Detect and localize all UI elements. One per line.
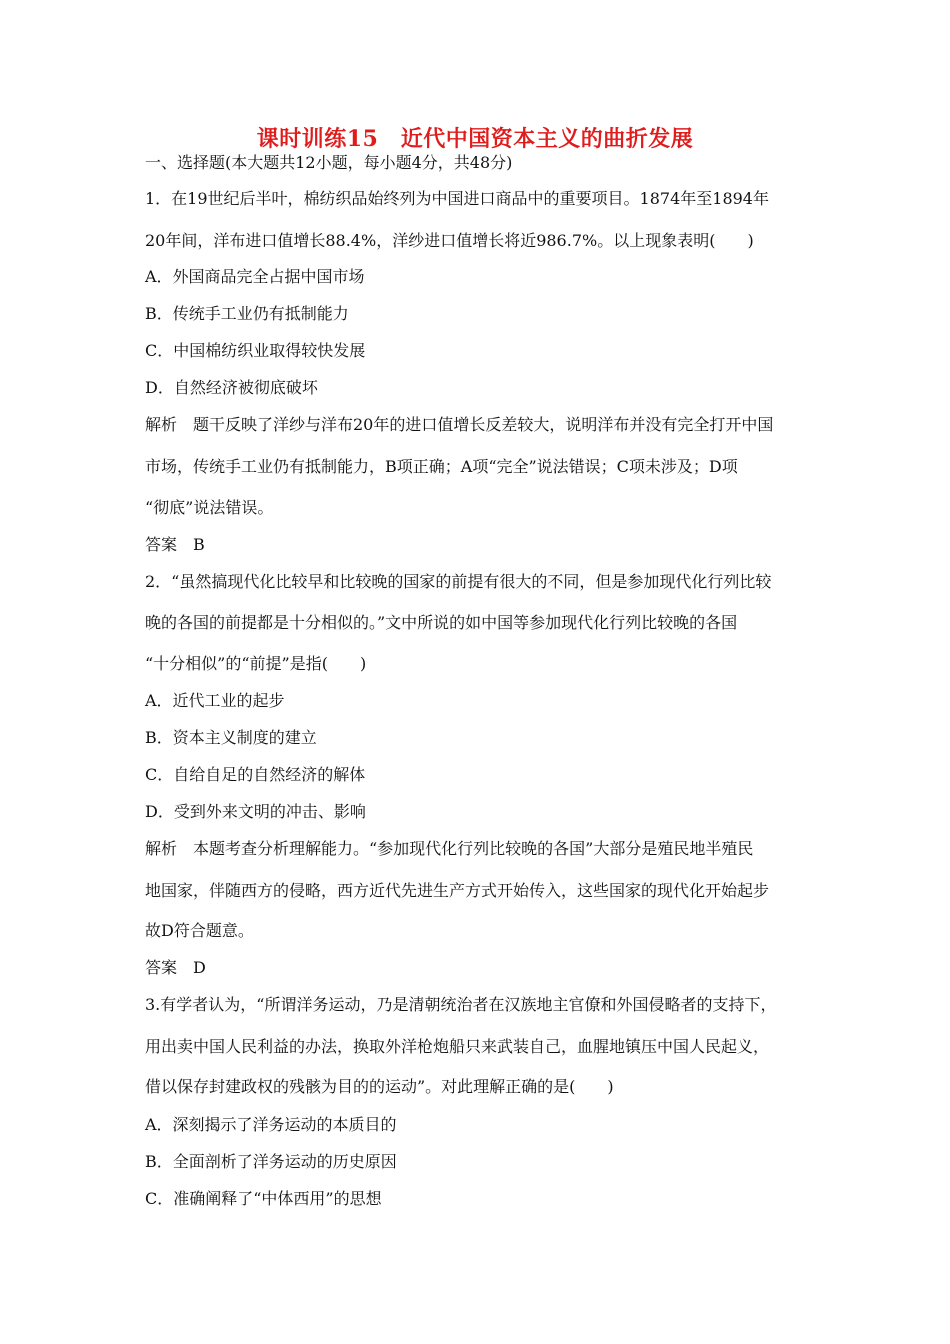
q1-option-b: B．传统手工业仍有抵制能力 [145,304,349,323]
q3-option-b: B．全面剖析了洋务运动的历史原因 [145,1152,397,1171]
q3-option-c: C．准确阐释了“中体西用”的思想 [145,1189,382,1208]
q2-option-d: D．受到外来文明的冲击、影响 [145,802,366,821]
section-heading: 一、选择题(本大题共12小题，每小题4分，共48分) [145,153,513,172]
q2-analysis-line-2: 地国家，伴随西方的侵略，西方近代先进生产方式开始传入，这些国家的现代化开始起步 [145,881,770,900]
q3-stem-line-2: 用出卖中国人民利益的办法，换取外洋枪炮船只来武装自己，血腥地镇压中国人民起义， [145,1037,770,1056]
q1-stem-line-2: 20年间，洋布进口值增长88.4%，洋纱进口值增长将近986.7%。以上现象表明( ) [145,231,754,250]
q2-answer: 答案 D [145,958,206,977]
q1-analysis-line-2: 市场，传统手工业仍有抵制能力，B项正确；A项“完全”说法错误；C项未涉及；D项 [145,457,738,476]
q1-option-c: C．中国棉纺织业取得较快发展 [145,341,366,360]
q1-option-a: A．外国商品完全占据中国市场 [145,267,365,286]
q2-analysis-line-1: 解析 本题考查分析理解能力。“参加现代化行列比较晚的各国”大部分是殖民地半殖民 [145,839,754,858]
q3-option-a: A．深刻揭示了洋务运动的本质目的 [145,1115,397,1134]
q1-stem-line-1: 1．在19世纪后半叶，棉纺织品始终列为中国进口商品中的重要项目。1874年至1894年 [145,189,769,208]
q2-analysis-line-3: 故D符合题意。 [145,921,254,940]
q2-option-a: A．近代工业的起步 [145,691,285,710]
q1-option-d: D．自然经济被彻底破坏 [145,378,318,397]
q2-option-b: B．资本主义制度的建立 [145,728,317,747]
q1-answer: 答案 B [145,535,205,554]
q3-stem-line-3: 借以保存封建政权的残骸为目的的运动”。对此理解正确的是( ) [145,1077,614,1096]
page-title: 课时训练15 近代中国资本主义的曲折发展 [256,126,694,152]
q3-stem-line-1: 3.有学者认为，“所谓洋务运动，乃是清朝统治者在汉族地主官僚和外国侵略者的支持下， [145,995,777,1014]
q2-stem-line-2: 晚的各国的前提都是十分相似的。”文中所说的如中国等参加现代化行列比较晚的各国 [145,613,738,632]
q1-analysis-line-1: 解析 题干反映了洋纱与洋布20年的进口值增长反差较大，说明洋布并没有完全打开中国 [145,415,774,434]
q2-option-c: C．自给自足的自然经济的解体 [145,765,366,784]
q2-stem-line-3: “十分相似”的“前提”是指( ) [145,654,367,673]
q1-analysis-line-3: “彻底”说法错误。 [145,498,274,517]
q2-stem-line-1: 2．“虽然搞现代化比较早和比较晚的国家的前提有很大的不同，但是参加现代化行列比较 [145,572,772,591]
